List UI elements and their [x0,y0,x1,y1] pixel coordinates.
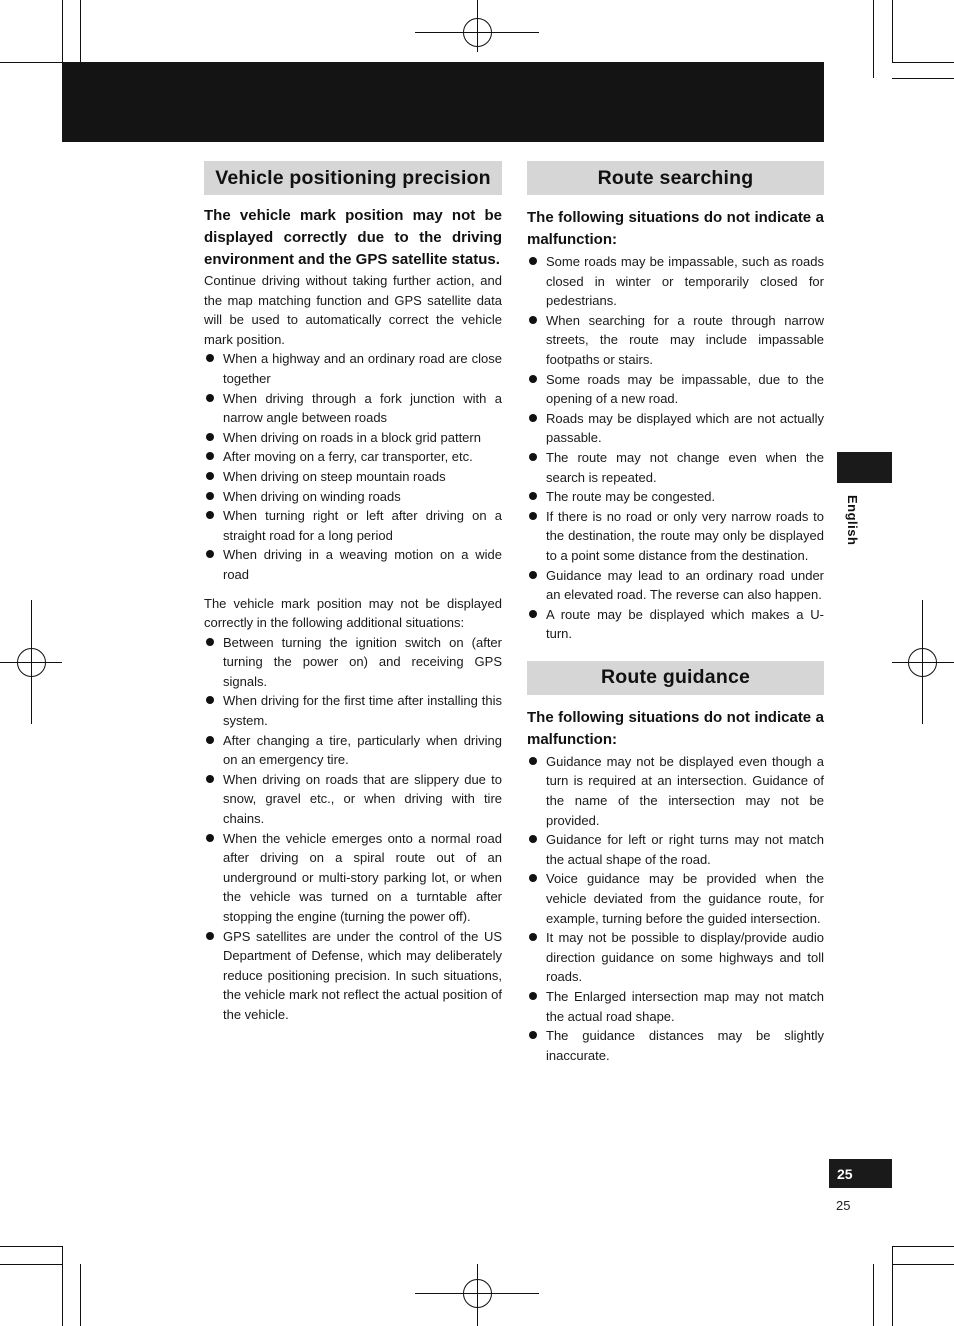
vehicle-positioning-section [204,161,502,1025]
additional-situations-paragraph: The vehicle mark position may not be displayed correctly in the following additional situations: [204,595,502,631]
section-subheading: The following situations do not indicate a malfunction: [527,708,824,748]
list-item: Guidance may lead to an ordinary road under an elevated road. The reverse can also happen. [527,566,824,605]
page-number: 25 [836,1198,851,1213]
list-item: Voice guidance may be provided when the vehicle deviated from the guidance route, for example, turning before the guided intersection. [527,869,824,928]
list-item: When driving on steep mountain roads [204,467,502,487]
intro-paragraph: Continue driving without taking further action, and the map matching function and GPS satellite data will be used to automatically correct the vehicle mark position. [204,273,502,347]
language-label: English [845,495,860,546]
list-item: When driving on roads in a block grid pattern [204,428,502,448]
list-item: After changing a tire, particularly when driving on an emergency tire. [204,731,502,770]
list-item: When a highway and an ordinary road are close together [204,349,502,388]
bullet-list [527,252,824,644]
page-number-box: 25 [829,1159,892,1188]
route-section [527,161,824,1065]
list-item: When driving on winding roads [204,487,502,507]
section-heading: Route guidance [527,661,824,695]
list-item: The route may be congested. [527,487,824,507]
list-item: When driving for the first time after installing this system. [204,691,502,730]
section-subheading: The following situations do not indicate a malfunction: [527,209,824,248]
list-item: The guidance distances may be slightly inaccurate. [527,1026,824,1065]
list-item: GPS satellites are under the control of the US Department of Defense, which may deliberately reduce positioning precision. In such situations, the vehicle mark not reflect the actual position of the vehicle. [204,927,502,1025]
list-item: When driving in a weaving motion on a wide road [204,545,502,584]
list-item: Some roads may be impassable, due to the opening of a new road. [527,370,824,409]
list-item: When driving through a fork junction with a narrow angle between roads [204,389,502,428]
list-item: If there is no road or only very narrow roads to the destination, the route may only be displayed to a point some distance from the destination. [527,507,824,566]
section-subheading: The vehicle mark position may not be displayed correctly due to the driving environment and the GPS satellite status. [204,207,502,268]
section-heading: Route searching [527,161,824,195]
list-item: Guidance may not be displayed even though a turn is required at an intersection. Guidance of the name of the intersection may not be provided. [527,752,824,830]
list-item: When turning right or left after driving on a straight road for a long period [204,506,502,545]
list-item: Some roads may be impassable, such as roads closed in winter or temporarily closed for pedestrians. [527,252,824,311]
bullet-list [204,349,502,584]
list-item: After moving on a ferry, car transporter, etc. [204,447,502,467]
list-item: The Enlarged intersection map may not match the actual road shape. [527,987,824,1026]
list-item: It may not be possible to display/provide audio direction guidance on some highways and toll roads. [527,928,824,987]
header-bar [62,62,824,142]
section-heading: Vehicle positioning precision [204,161,502,195]
language-tab [837,452,892,483]
list-item: Guidance for left or right turns may not match the actual shape of the road. [527,830,824,869]
bullet-list [204,633,502,1025]
list-item: The route may not change even when the search is repeated. [527,448,824,487]
list-item: Between turning the ignition switch on (after turning the power on) and receiving GPS signals. [204,633,502,692]
bullet-list [527,752,824,1066]
list-item: A route may be displayed which makes a U-turn. [527,605,824,644]
list-item: When driving on roads that are slippery due to snow, gravel etc., or when driving with tire chains. [204,770,502,829]
list-item: Roads may be displayed which are not actually passable. [527,409,824,448]
list-item: When searching for a route through narrow streets, the route may include impassable footpaths or stairs. [527,311,824,370]
list-item: When the vehicle emerges onto a normal road after driving on a spiral route out of an underground or multi-story parking lot, or when the vehicle was turned on a turntable after stopping the engine (turning the power off). [204,829,502,927]
